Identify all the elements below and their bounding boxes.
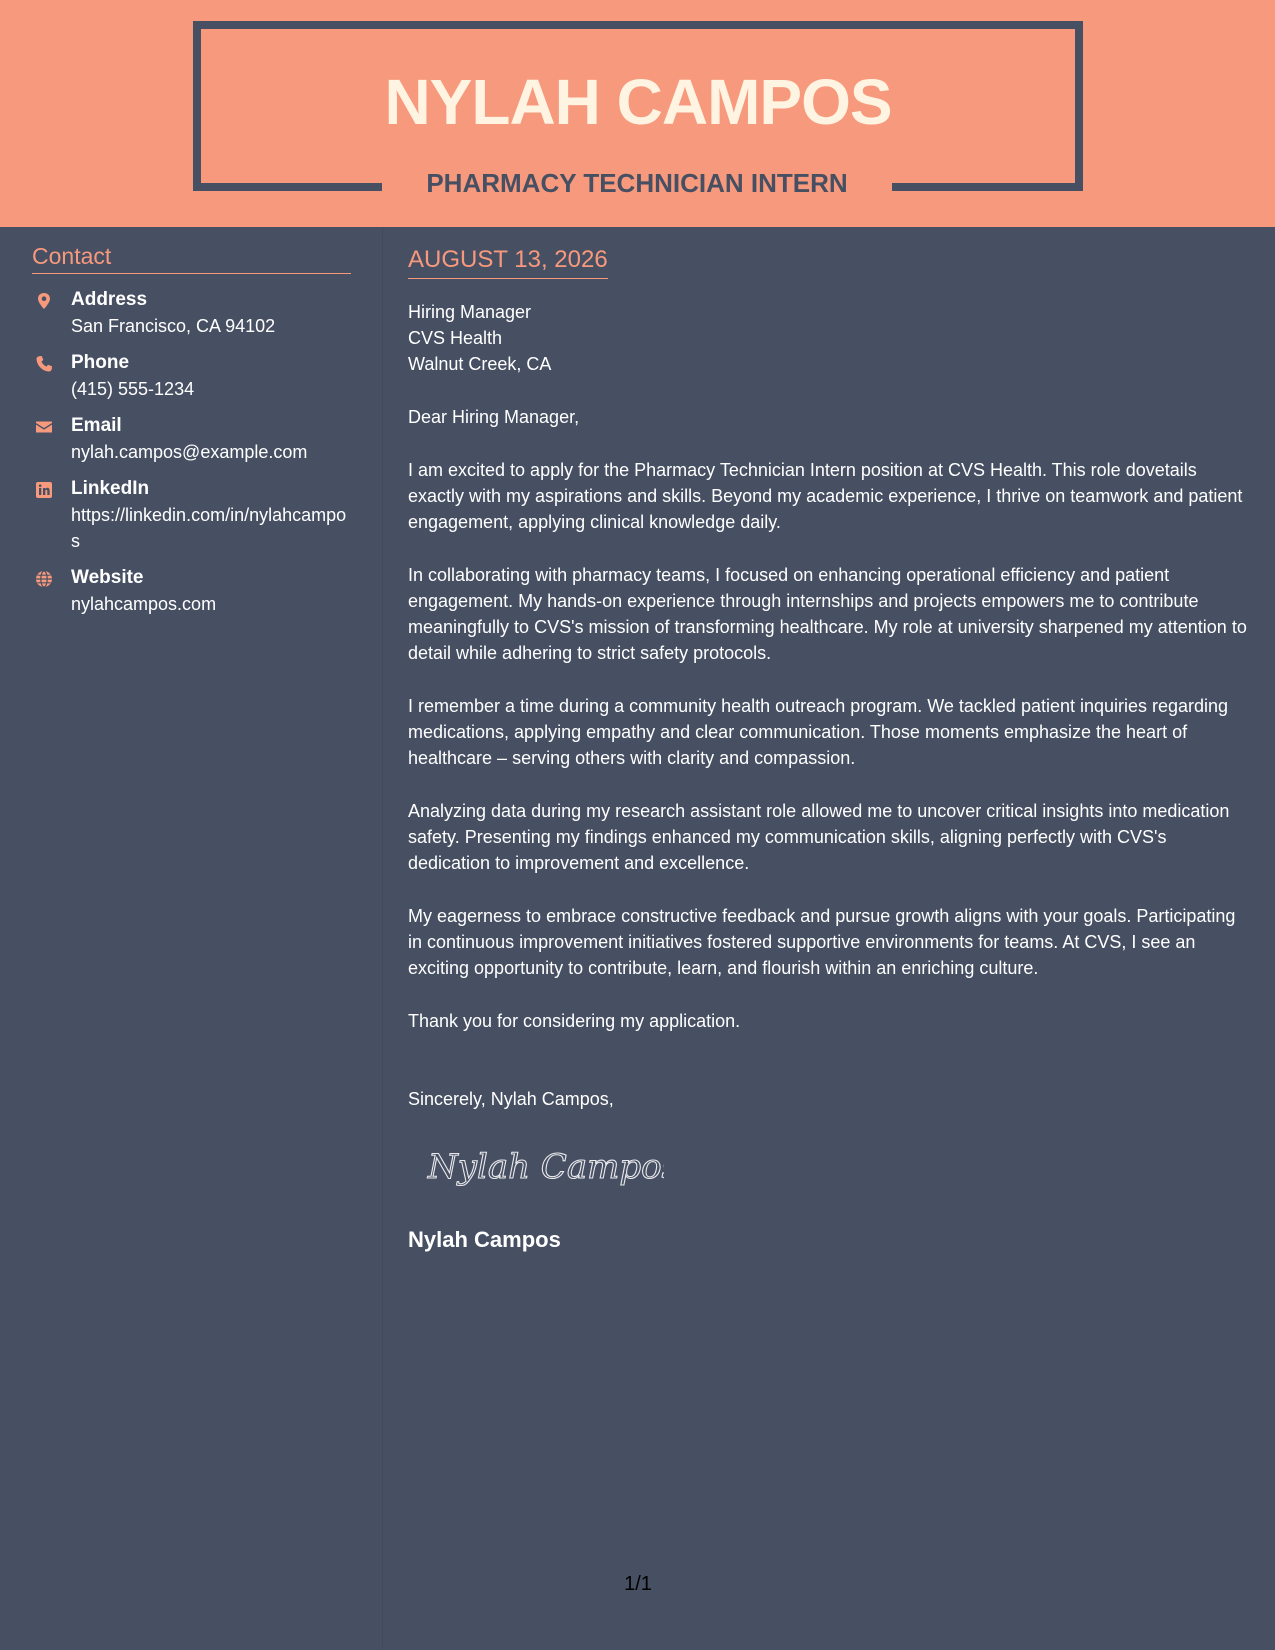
signature-text: Nylah Campos: [428, 1147, 664, 1187]
contact-value: nylahcampos.com: [71, 594, 217, 614]
letter-paragraph: I remember a time during a community health outreach program. We tackled patient inquiries regarding medications, applying empathy and clear communication. Those moments emphasize the heart of healthcare – serving others with clarity and compassion.: [408, 696, 1229, 768]
job-title: PHARMACY TECHNICIAN INTERN: [426, 168, 848, 198]
letter-paragraph: Analyzing data during my research assistant role allowed me to uncover critical insights into medication safety. Presenting my findings enhanced my communication skills, aligning perfectly with CVS's dedication to improvement and excellence.: [408, 801, 1230, 873]
contact-heading: Contact: [32, 240, 351, 274]
letter-paragraph: My eagerness to embrace constructive feedback and pursue growth aligns with your goals. Participating in continuous improvement initiatives fostered supportive environments for teams. At CVS, I see an exciting opportunity to contribute, learn, and flourish within an enriching culture.: [408, 906, 1236, 978]
signature-image: [424, 1136, 664, 1196]
recipient-line: Walnut Creek, CA: [408, 354, 552, 374]
envelope-icon: [35, 418, 53, 436]
closing-line: Sincerely, Nylah Campos,: [408, 1089, 614, 1109]
contact-value: San Francisco, CA 94102: [71, 316, 276, 336]
page-number: 1/1: [624, 1573, 652, 1595]
contact-label: Website: [71, 567, 144, 588]
letter-paragraph: I am excited to apply for the Pharmacy Technician Intern position at CVS Health. This role dovetails exactly with my aspirations and skills. Beyond my academic experience, I thrive on teamwork and patient engagement, applying clinical knowledge daily.: [408, 460, 1243, 532]
recipient-line: Hiring Manager: [408, 302, 532, 322]
contact-address: [32, 287, 351, 339]
contact-sidebar: [32, 240, 351, 628]
contact-email: [32, 413, 351, 465]
letter-date: AUGUST 13, 2026: [408, 244, 608, 279]
applicant-name: NYLAH CAMPOS: [384, 66, 892, 138]
letter-paragraph: Thank you for considering my application.: [408, 1011, 741, 1031]
contact-label: Phone: [71, 352, 130, 373]
letter-paragraph: In collaborating with pharmacy teams, I focused on enhancing operational efficiency and patient engagement. My hands-on experience through internships and projects empowers me to contribute meaningfully to CVS's mission of transforming healthcare. My role at university sharpened my attention to detail while adhering to strict safety protocols.: [408, 565, 1247, 663]
globe-icon: [35, 570, 53, 588]
contact-label: Email: [71, 415, 122, 436]
header-banner: [0, 0, 1275, 227]
recipient-line: CVS Health: [408, 328, 503, 348]
signed-name: Nylah Campos: [408, 1227, 561, 1252]
contact-value: (415) 555-1234: [71, 379, 195, 399]
contact-phone: [32, 350, 351, 402]
map-pin-icon: [35, 292, 53, 310]
letter-body: [408, 244, 1253, 1255]
contact-website: [32, 565, 351, 617]
linkedin-icon: [35, 481, 53, 499]
contact-label: Address: [71, 289, 148, 310]
column-divider: [382, 227, 383, 1650]
contact-value: nylah.campos@example.com: [71, 442, 308, 462]
contact-linkedin: [32, 476, 351, 554]
contact-label: LinkedIn: [71, 478, 150, 499]
contact-value: https://linkedin.com/in/nylahcampos: [71, 505, 347, 551]
recipient-block: [408, 299, 1253, 377]
phone-icon: [35, 355, 53, 373]
salutation: Dear Hiring Manager,: [408, 407, 580, 427]
